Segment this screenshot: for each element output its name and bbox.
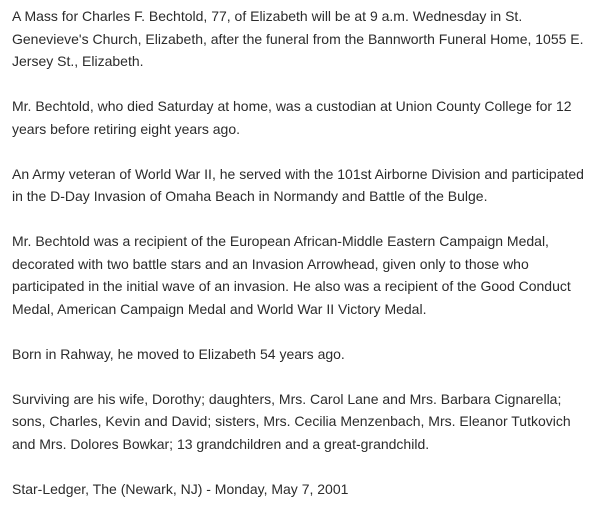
paragraph-army-service: An Army veteran of World War II, he served with the 101st Airborne Division and participated in the D-Day Invasion of Omaha Beach in Normandy and Battle of the Bulge. bbox=[12, 165, 584, 204]
paragraph-mass-details: A Mass for Charles F. Bechtold, 77, of Elizabeth will be at 9 a.m. Wednesday in St. Genevieve's Church, Elizabeth, after the funeral from the Bannworth Funeral Home, 1055 E. Jersey St., Elizabeth. bbox=[12, 8, 584, 69]
paragraph-birthplace: Born in Rahway, he moved to Elizabeth 54 years ago. bbox=[12, 345, 345, 362]
paragraph-survivors: Surviving are his wife, Dorothy; daughters, Mrs. Carol Lane and Mrs. Barbara Cignarella; sons, Charles, Kevin and David; sisters, Mrs. Cecilia Menzenbach, Mrs. Eleanor Tutkovich and Mrs. Dolores Bowkar; 13 grandchildren and a great-grandchild. bbox=[12, 390, 571, 452]
paragraph-medals: Mr. Bechtold was a recipient of the European African-Middle Eastern Campaign Medal, decorated with two battle stars and an Invasion Arrowhead, given only to those who participated in the initial wave of an invasion. He also was a recipient of the Good Conduct Medal, American Campaign Medal and World War II Victory Medal. bbox=[12, 233, 571, 317]
source-citation: Star-Ledger, The (Newark, NJ) - Monday, May 7, 2001 bbox=[12, 480, 349, 497]
paragraph-career: Mr. Bechtold, who died Saturday at home, was a custodian at Union County College for 12 years before retiring eight years ago. bbox=[12, 98, 572, 137]
